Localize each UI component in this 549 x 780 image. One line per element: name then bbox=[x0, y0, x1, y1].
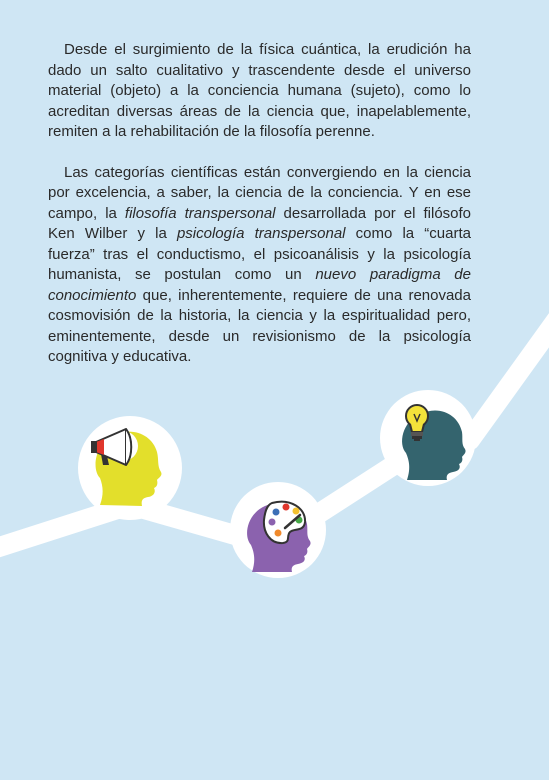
node-palette bbox=[230, 482, 326, 578]
node-lightbulb bbox=[380, 390, 476, 486]
term-filosofia-transpersonal: filosofía transpersonal bbox=[124, 204, 276, 222]
paragraph-2-text: desarrollada por el filósofo Ken Wilber y la bbox=[48, 204, 472, 242]
node-megaphone bbox=[78, 416, 182, 520]
paragraph-1-text: Desde el surgimiento de la física cuántica, la erudición ha dado un salto cualitativo y trascendente desde el universo material (objeto) a la conciencia humana (sujeto), como lo acreditan diversas áreas de la ciencia que, inapelablemente, remiten a la rehabilitación de la filosofía perenne. bbox=[48, 41, 471, 140]
paragraph-2-text: que, inherentemente, requiere de una renovada cosmovisión de la historia, la ciencia y la espiritualidad pero, eminentemente, desde un revisionismo de la psicología cognitiva y educativa. bbox=[48, 286, 471, 365]
paragraph-2-text: como la “cuarta fuerza” tras el conductismo, el psicoanálisis y la psicología humanista, se postulan como un bbox=[48, 225, 471, 283]
paragraph-2-text: Las categorías científicas están convergiendo en la ciencia por excelencia, a saber, la ciencia de la conciencia. Y en ese campo, la bbox=[48, 163, 471, 222]
term-psicologia-transpersonal: psicología transpersonal bbox=[176, 225, 346, 242]
term-nuevo-paradigma: nuevo paradigma de conocimiento bbox=[48, 266, 471, 304]
